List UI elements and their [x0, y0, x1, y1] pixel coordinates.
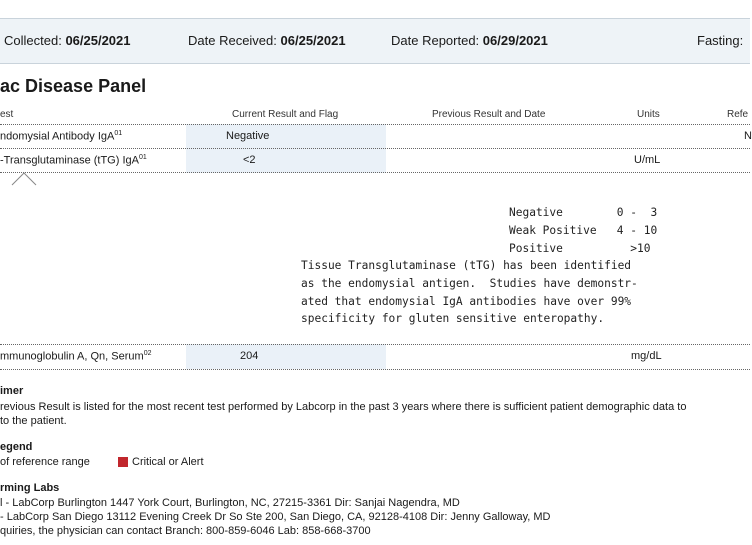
row2-test: -Transglutaminase (tTG) IgA$^{01}$ [0, 154, 147, 167]
reference-ranges: Negative 0 - 3 Weak Positive 4 - 10 Positive >10 [509, 206, 658, 255]
col-units: Units [637, 109, 660, 120]
row1-result: Negative [226, 130, 270, 142]
disclaimer-text: revious Result is listed for the most recent test performed by Labcorp in the past 3 years where there is sufficient patient demographic data to to the patient. [0, 401, 687, 427]
panel-title: ac Disease Panel [0, 76, 147, 96]
row3-result: 204 [240, 350, 259, 362]
comment-notch [12, 172, 36, 186]
col-current-result: Current Result and Flag [232, 109, 339, 120]
col-reference: Refe [727, 109, 749, 120]
row-divider [0, 124, 750, 125]
col-test: est [0, 109, 14, 120]
row-divider [0, 148, 750, 149]
row2-units: U/mL [634, 154, 661, 166]
row-divider [0, 172, 750, 173]
received-date: Date Received: 06/25/2021 [188, 33, 346, 48]
critical-color-swatch [118, 457, 128, 467]
row1-test: ndomysial Antibody IgA$^{01}$ [0, 130, 123, 143]
fasting-label: Fasting: [697, 33, 744, 48]
comment-text: Tissue Transglutaminase (tTG) has been identified as the endomysial antigen. Studies have demonstr- ated that endomysial IgA antibodies have over 99% specificity for gluten sensitive enteropathy. [301, 259, 638, 326]
col-previous-result: Previous Result and Date [432, 109, 546, 120]
row3-test: mmunoglobulin A, Qn, Serum$^{02}$ [0, 350, 152, 363]
row-divider [0, 369, 750, 370]
legend-critical: Critical or Alert [118, 455, 204, 469]
performing-labs-list: l - LabCorp Burlington 1447 York Court, Burlington, NC, 27215-3361 Dir: Sanjai Nagendra, MD - LabCorp San Diego 13112 Evening Creek Dr So Ste 200, San Diego, CA, 92128-4108 Dir: Jenny Galloway, MD quiries, the physician can contact Branch: 800-859-6046 Lab: 858-668-3700 [0, 497, 551, 537]
reported-date: Date Reported: 06/29/2021 [391, 33, 548, 48]
row3-units: mg/dL [631, 350, 662, 362]
row2-result: <2 [243, 154, 256, 166]
row-divider [0, 344, 750, 345]
collected-date: Collected: 06/25/2021 [4, 33, 131, 48]
result-shade-2 [186, 344, 386, 369]
row1-reference: N [744, 130, 752, 142]
legend-out-of-range: of reference range [0, 456, 90, 468]
disclaimer-heading: imer [0, 385, 24, 397]
performing-labs-heading: rming Labs [0, 482, 60, 494]
legend-heading: egend [0, 441, 33, 453]
